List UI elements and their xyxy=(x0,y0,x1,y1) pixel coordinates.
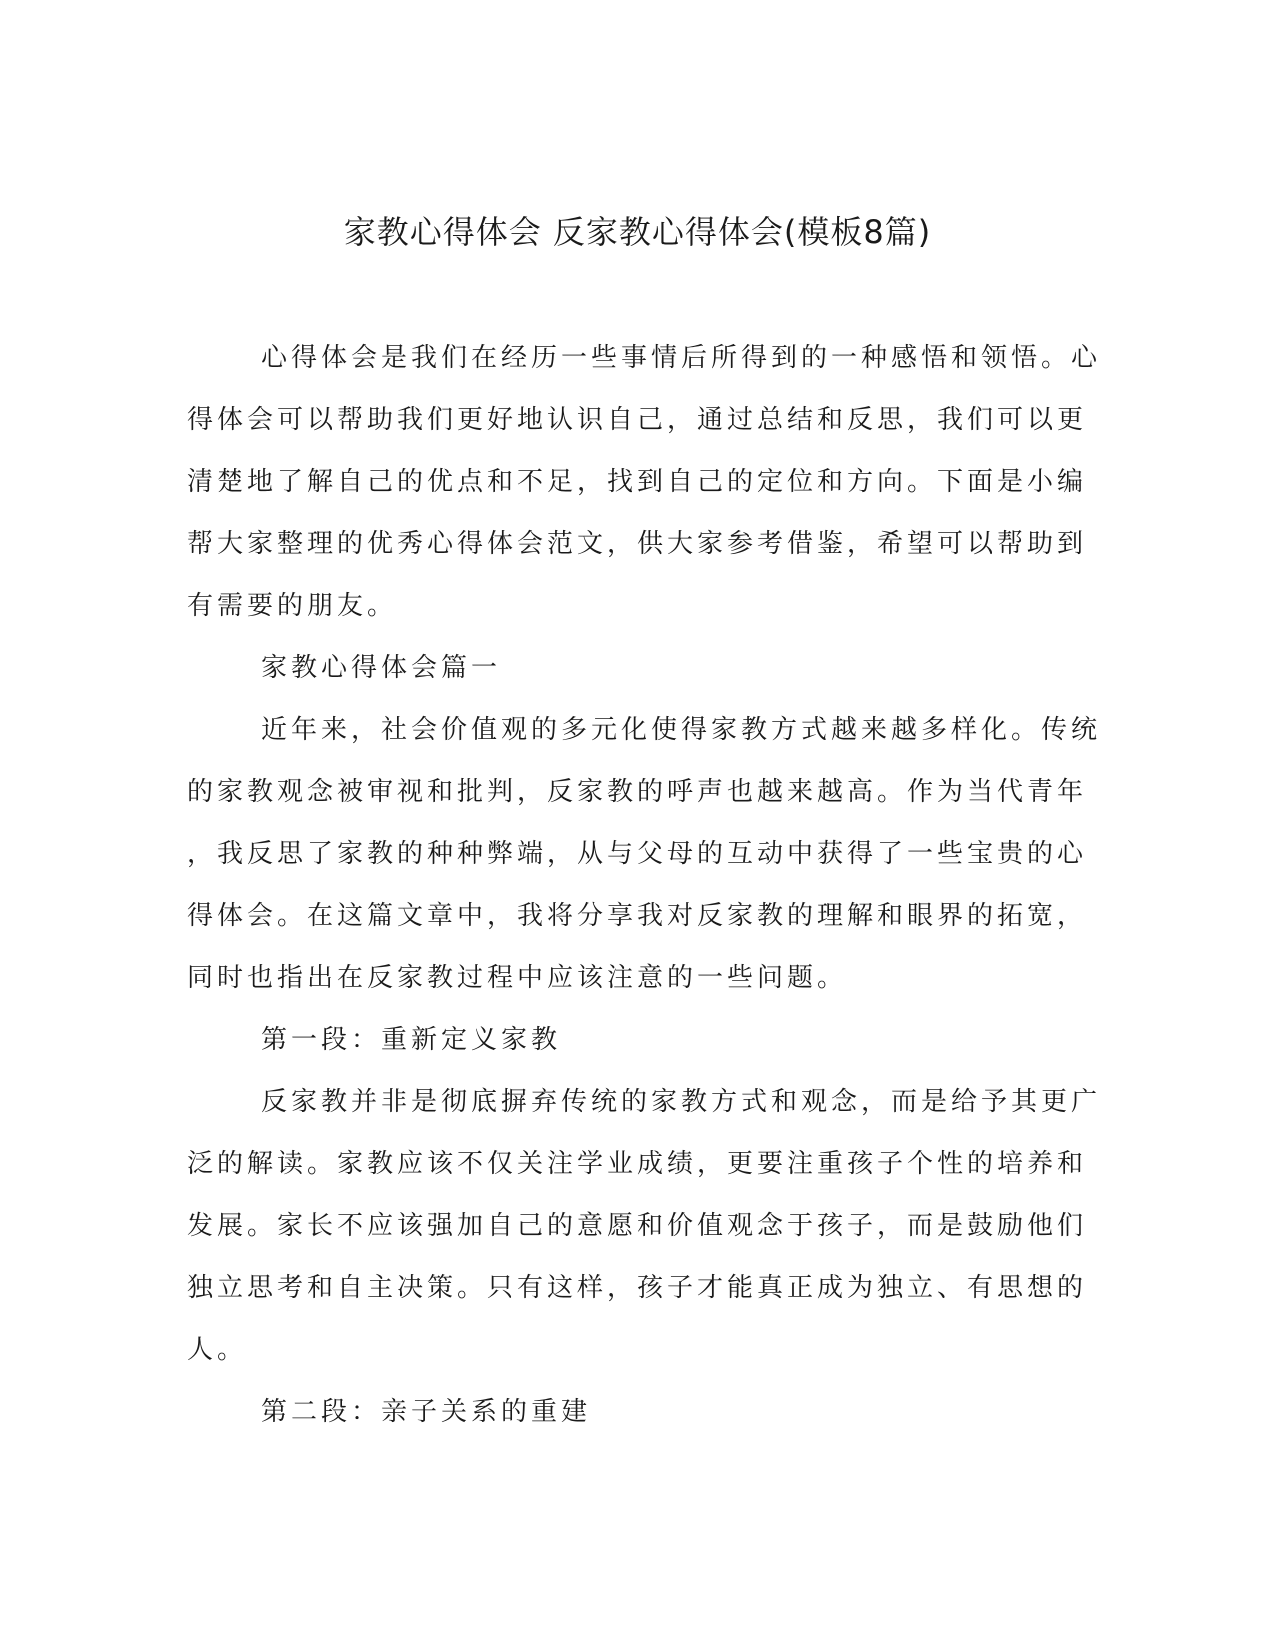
body-paragraph xyxy=(187,699,1102,1009)
text-line: 反家教并非是彻底摒弃传统的家教方式和观念，而是给予其更广 xyxy=(261,1087,1102,1117)
section-heading xyxy=(187,637,1067,699)
text-line: 有需要的朋友。 xyxy=(187,591,398,621)
intro-paragraph xyxy=(187,327,1102,637)
text-line: 心得体会是我们在经历一些事情后所得到的一种感悟和领悟。心 xyxy=(261,343,1102,373)
text-line: 泛的解读。家教应该不仅关注学业成绩，更要注重孩子个性的培养和 xyxy=(187,1149,1088,1179)
text-line: 独立思考和自主决策。只有这样，孩子才能真正成为独立、有思想的 xyxy=(187,1273,1088,1303)
text-line: ，我反思了家教的种种弊端，从与父母的互动中获得了一些宝贵的心 xyxy=(187,839,1088,869)
heading-text: 家教心得体会篇一 xyxy=(261,653,502,683)
section-heading xyxy=(187,1381,1067,1443)
heading-text: 第一段：重新定义家教 xyxy=(261,1025,562,1055)
section-heading xyxy=(187,1009,1067,1071)
text-line: 的家教观念被审视和批判，反家教的呼声也越来越高。作为当代青年 xyxy=(187,777,1088,807)
text-line: 得体会。在这篇文章中，我将分享我对反家教的理解和眼界的拓宽， xyxy=(187,901,1088,931)
text-line: 发展。家长不应该强加自己的意愿和价值观念于孩子，而是鼓励他们 xyxy=(187,1211,1088,1241)
text-line: 得体会可以帮助我们更好地认识自己，通过总结和反思，我们可以更 xyxy=(187,405,1088,435)
heading-text: 第二段：亲子关系的重建 xyxy=(261,1397,592,1427)
document-body xyxy=(187,327,1102,1443)
text-line: 清楚地了解自己的优点和不足，找到自己的定位和方向。下面是小编 xyxy=(187,467,1088,497)
body-paragraph xyxy=(187,1071,1102,1381)
text-line: 帮大家整理的优秀心得体会范文，供大家参考借鉴，希望可以帮助到 xyxy=(187,529,1088,559)
text-line: 近年来，社会价值观的多元化使得家教方式越来越多样化。传统 xyxy=(261,715,1102,745)
document-title: 家教心得体会 反家教心得体会(模板8篇) xyxy=(343,213,932,251)
text-line: 同时也指出在反家教过程中应该注意的一些问题。 xyxy=(187,963,848,993)
text-line: 人。 xyxy=(187,1335,248,1365)
